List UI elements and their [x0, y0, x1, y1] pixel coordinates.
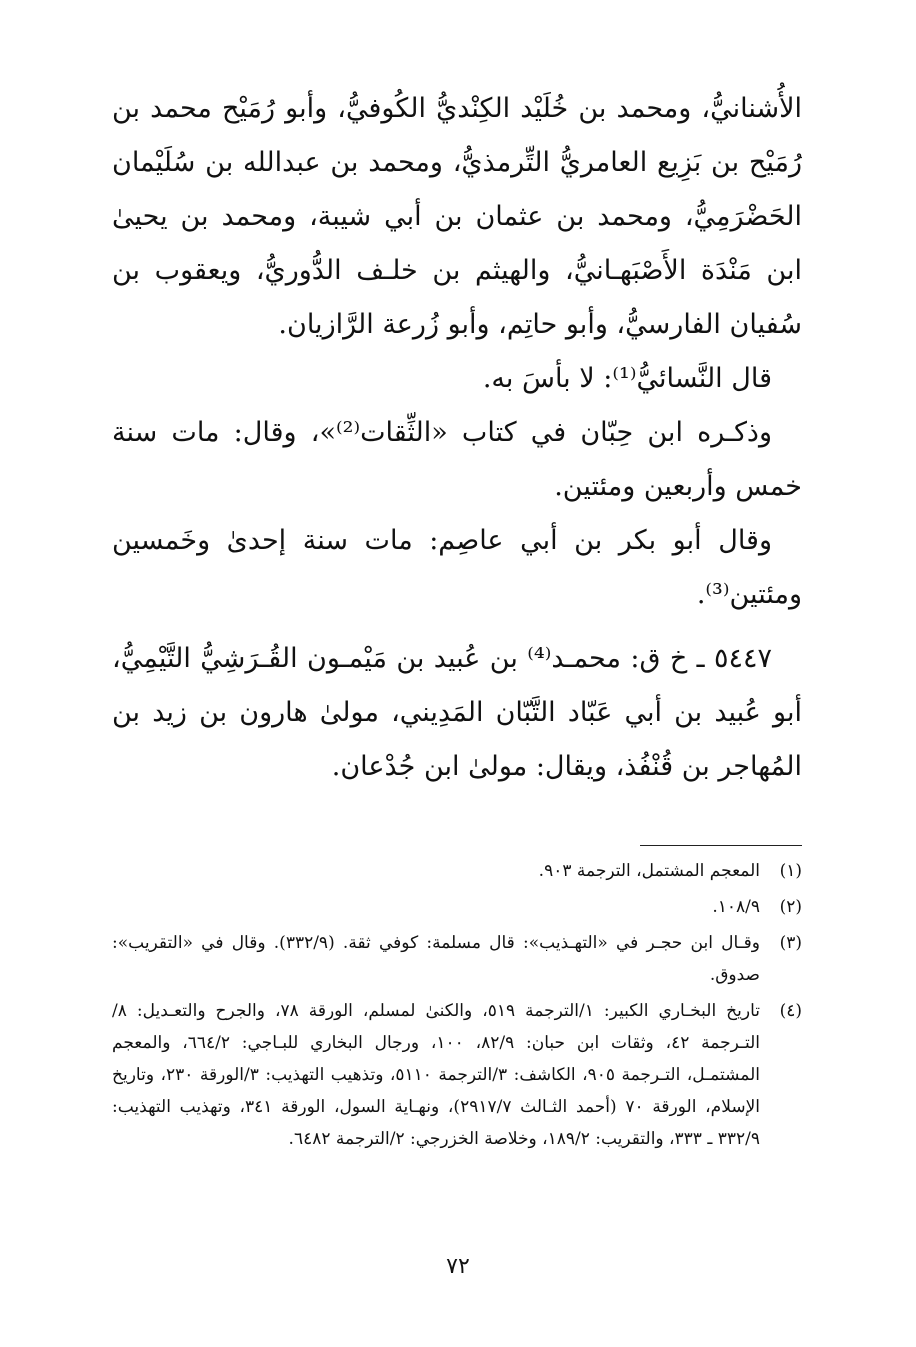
footnote-text: ١٠٨/٩.	[712, 897, 760, 917]
entry-5447: ٥٤٤٧ ـ خ ق: محمـد⁽⁴⁾ بن عُبيد بن مَيْمـون القُـرَشِيُّ التَّيْمِيُّ، أبو عُبيد بن أبي عَبّاد التَّبّان المَدِيني، مولىٰ هارون بن زيد بن المُهاجر بن قُنْفُذ، ويقال: مولىٰ ابن جُدْعان.	[112, 643, 802, 782]
footnote-1	[112, 855, 802, 887]
paragraph-ibn-hibban: وذكـره ابن حِبّان في كتاب «الثِّقات⁽²⁾»، وقال: مات سنة خمس وأربعين ومئتين.	[112, 417, 802, 502]
footnote-number: (٤)	[779, 1001, 802, 1021]
footnote-number: (١)	[779, 861, 802, 881]
footnote-2	[112, 891, 802, 923]
footnote-number: (٢)	[779, 897, 802, 917]
footnote-text: المعجم المشتمل، الترجمة ٩٠٣.	[538, 861, 760, 881]
main-text	[112, 82, 802, 794]
paragraph-abu-bakr: وقال أبو بكر بن أبي عاصِم: مات سنة إحدىٰ وخَمسين ومئتين⁽³⁾.	[112, 525, 802, 610]
footnotes	[112, 855, 802, 1159]
paragraph-narrators: الأُشنانيُّ، ومحمد بن خُلَيْد الكِنْديُّ الكُوفيُّ، وأبو رُمَيْح محمد بن رُمَيْح بن بَزِيع العامريُّ التِّرمذيُّ، ومحمد بن عبدالله بن سُلَيْمان الحَضْرَمِيُّ، ومحمد بن عثمان بن أبي شيبة، ومحمد بن يحيىٰ ابن مَنْدَة الأَصْبَهـانيُّ، والهيثم بن خلـف الدُّوريُّ، ويعقوب بن سُفيان الفارسيُّ، وأبو حاتِم، وأبو زُرعة الرَّازيان.	[112, 93, 802, 340]
footnote-divider	[640, 845, 802, 846]
footnote-3	[112, 927, 802, 991]
footnote-4	[112, 995, 802, 1155]
footnote-text: وقـال ابن حجـر في «التهـذيب»: قال مسلمة: كوفي ثقة. (٣٣٢/٩). وقال في «التقريب»: صدوق.	[112, 933, 760, 985]
footnote-text: تاريخ البخـاري الكبير: ١/الترجمة ٥١٩، والكنىٰ لمسلم، الورقة ٧٨، والجرح والتعـديل: ٨/التـرجمة ٤٢، وثقات ابن حبان: ٨٢/٩، ١٠٠، ورجال البخاري للبـاجي: ٦٦٤/٢، والمعجم المشتمـل، التـرجمة ٩٠٥، الكاشف: ٣/الترجمة ٥١١٠، وتذهيب التهذيب: ٣/الورقة ٢٣٠، وتاريخ الإسلام، الورقة ٧٠ (أحمد الثـالث ٢٩١٧/٧)، ونهـاية السول، الورقة ٣٤١، وتهذيب التهذيب: ٣٣٢/٩ ـ ٣٣٣، والتقريب: ١٨٩/٢، وخلاصة الخزرجي: ٢/الترجمة ٦٤٨٢.	[112, 1001, 761, 1149]
footnote-number: (٣)	[779, 933, 802, 953]
page-number: ٧٢	[446, 1254, 470, 1279]
paragraph-nasai: قال النَّسائيُّ⁽¹⁾: لا بأسَ به.	[482, 363, 772, 394]
